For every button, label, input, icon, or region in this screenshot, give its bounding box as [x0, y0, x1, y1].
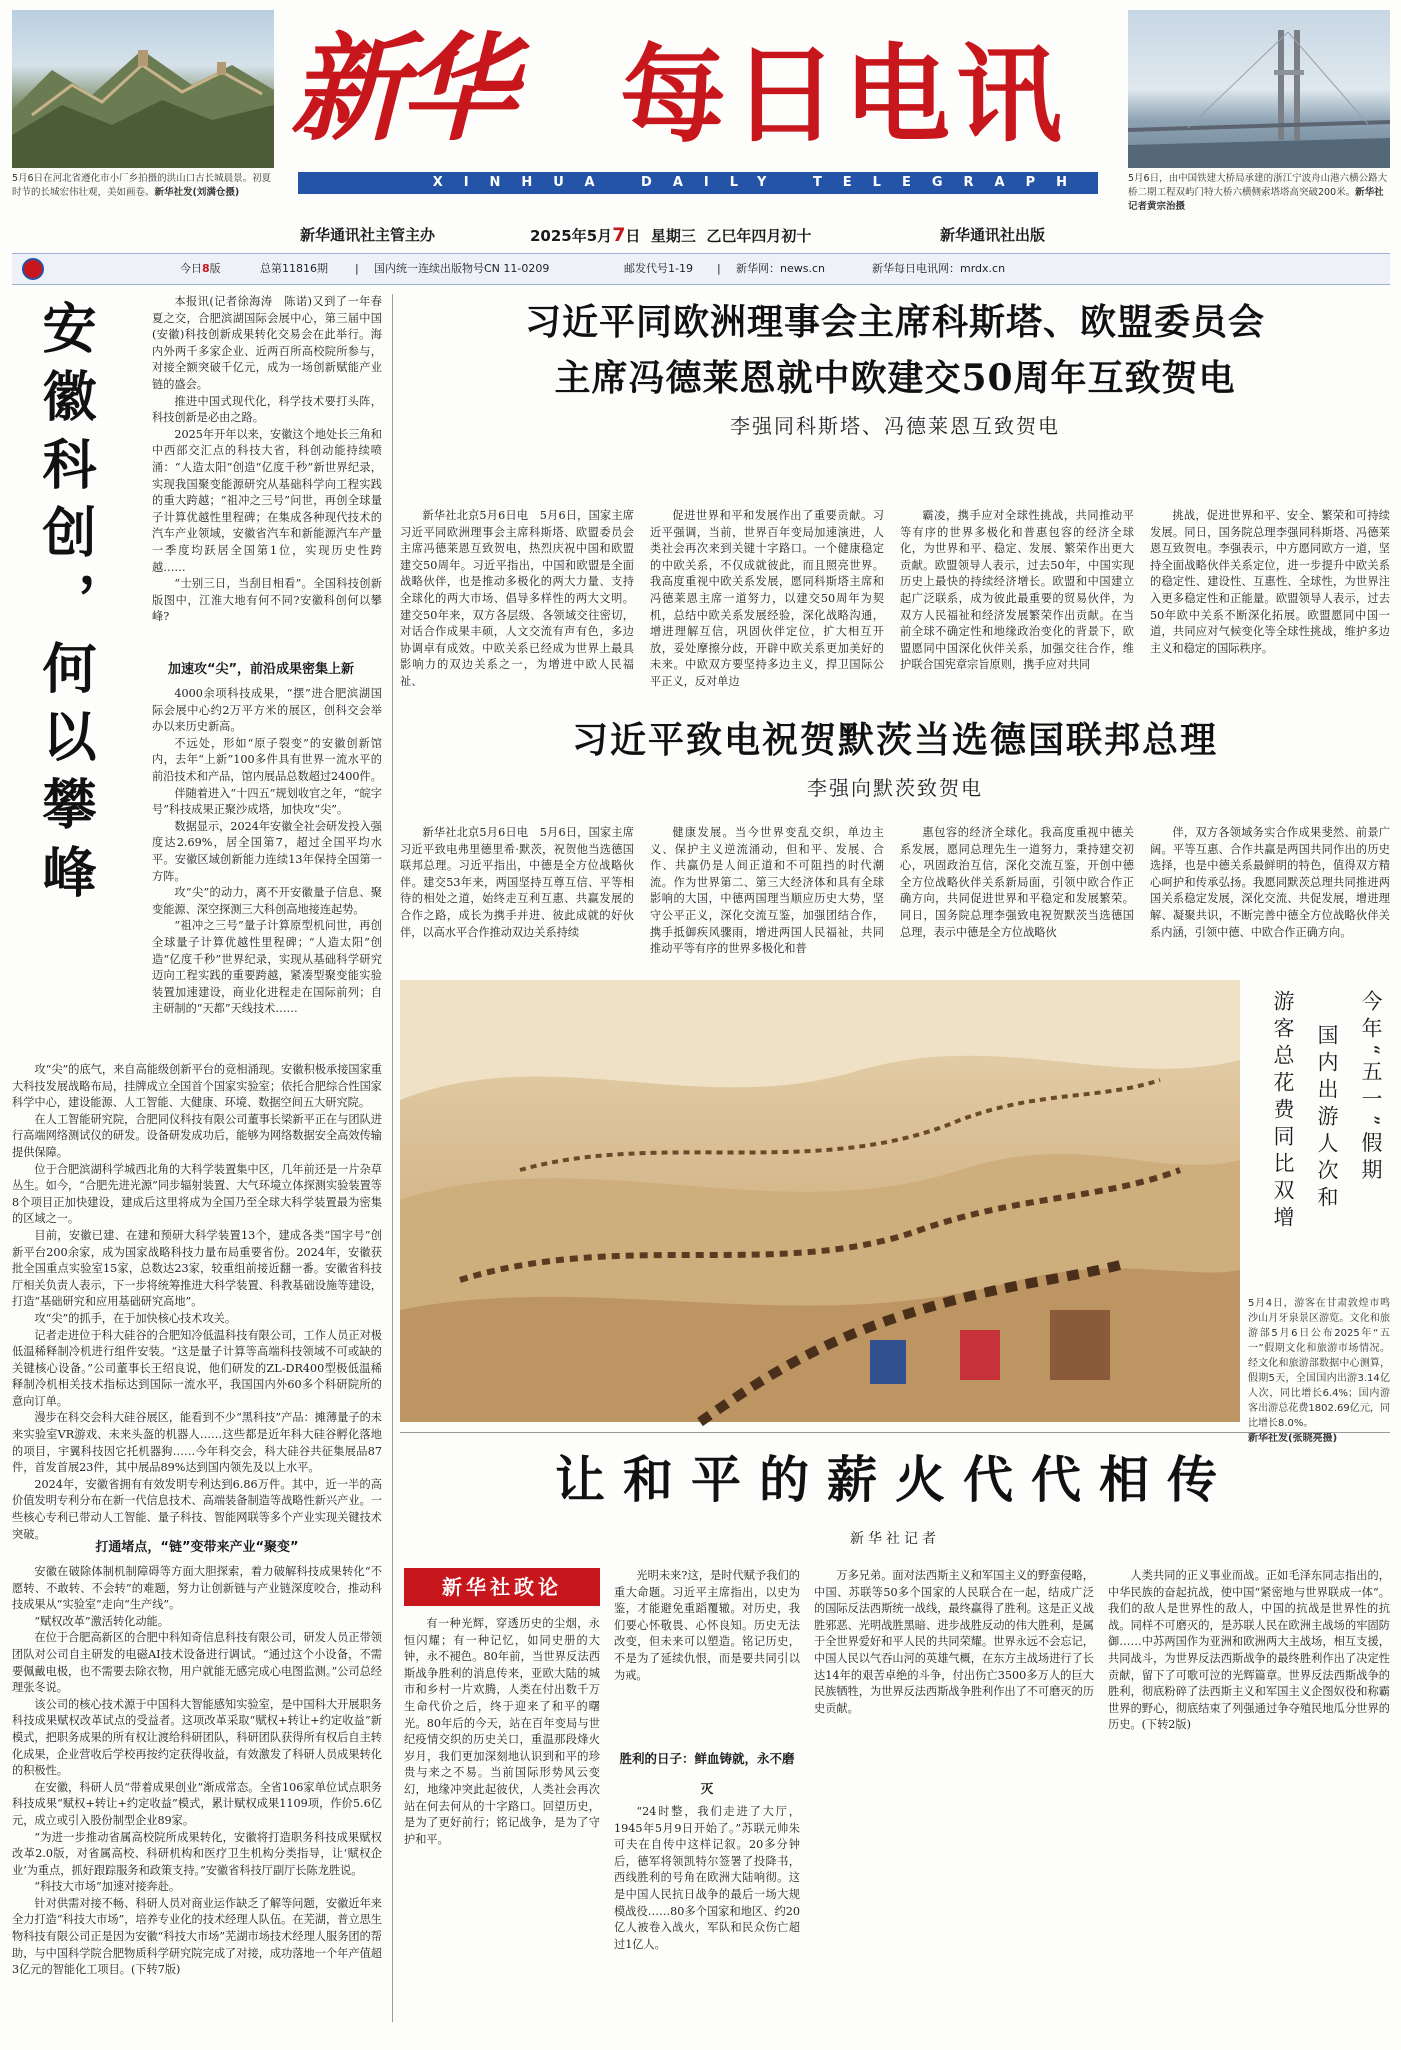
commentary-col-1: 有一种光辉，穿透历史的尘烟，永恒闪耀；有一种记忆，如同史册的大钟，永不褪色。80年前，当世界反法西斯战争胜利的消息传来，亚欧大陆的城市和乡村一片欢腾，人类在付出数千万生命代价之后，终于迎来了和平的曙光。80年后的今天，站在百年变局与世纪疫情交织的历史关口，重温那段烽火岁月，我们更加深刻地认识到和平的珍贵与来之不易。当前国际形势风云变幻，地缘冲突此起彼伏，人类社会再次站在何去何从的十字路口。回望历史，是为了更好前行；铭记战争，是为了守护和平。 — [404, 1617, 600, 1846]
anhui-subhead-1: 加速攻“尖”，前沿成果密集上新 — [167, 662, 355, 677]
second-headline: 习近平致电祝贺默茨当选德国联邦总理 — [571, 719, 1218, 761]
info-bar — [12, 253, 1390, 285]
anhui-article-top: 本报讯(记者徐海涛 陈诺)又到了一年春夏之交，合肥滨湖国际会展中心，第三届中国(安徽)科技创新成果转化交易会在此举行。海内外两千多家企业、近两百所高校院所参与，对接全额突破千亿元，成为一场创新赋能产业链的盛会。 推进中国式现代化，科学技术要打头阵，科技创新是必由之路。 2025年开年以来，安徽这个地处长三角和中西部交汇点的科技大省，科创动能持续喷涌：“人造太阳”创造“亿度千秒”新世界纪录，实现我国聚变能源研究从基础科学向工程实践的重大跨越；“祖冲之三号”问世，再创全球量子计算优越性里程碑；在集成各种现代技术的汽车产业领域，安徽省汽车和新能源汽车产量一季度均跃居全国第1位，实现历史性跨越…… “士别三日，当刮目相看”。全国科技创新版图中，江淮大地有何不同?安徽科创何以攀峰? — [152, 295, 382, 624]
photo-feature-title-a: 今年“五一”假期 — [1359, 990, 1383, 1186]
commentary-headline: 让和平的薪火代代相传 — [555, 1450, 1235, 1509]
info-postal-code: 邮发代号1-19 — [624, 262, 693, 275]
section-divider — [400, 1432, 1390, 1433]
photo-feature-title-c: 游客总花费同比双增 — [1271, 990, 1295, 1233]
commentary-col-2: 光明未来?这，是时代赋予我们的重大命题。习近平主席指出，以史为鉴，才能避免重蹈覆辙。对历史，我们要心怀敬畏、心怀良知。历史无法改变，但未来可以塑造。铭记历史，不是为了延续仇恨，而是要共同引以为戒。 胜利的日子：鲜血铸就，永不磨灭 “24时整，我们走进了大厅，1945年5月9日开始了。”苏联元帅朱可夫在自传中这样记叙。20多分钟后，德军将领凯特尔签署了投降书，西线胜利的号角在欧洲大陆响彻。这是中国人民抗日战争的最后一场大规模战役……80多个国家和地区、约20亿人被卷入战火，军队和民众伤亡超过1亿人。 — [614, 1569, 800, 1951]
anhui-article-mid: 4000余项科技成果，“摆”进合肥滨湖国际会展中心约2万平方米的展区，创科交会举办以来历史新高。 不远处，形如“原子裂变”的安徽创新馆内，去年“上新”100多件具有世界一流水平的前沿技术和产品，馆内展品总数超过2400件。 伴随着进入“十四五”规划收官之年，“皖字号”科技成果正聚沙成塔，加快攻“尖”。 数据显示，2024年安徽全社会研发投入强度达2.69%，居全国第7，超过全国平均水平。安徽区域创新能力连续13年保持全国第一方阵。 攻“尖”的动力，离不开安徽量子信息、聚变能源、深空探测三大科创高地接连起势。 “祖冲之三号”量子计算原型机问世，再创全球量子计算优越性里程碑；“人造太阳”创造“亿度千秒”世界纪录，实现从基础科学研究迈向工程实践的重要跨越，紧凑型聚变能实验装置加速建设，商业化进程走在国际前列；自主研制的“天都”天线技术…… — [152, 687, 382, 1016]
lead-col-2: 促进世界和平和发展作出了重要贡献。习近平强调，当前，世界百年变局加速演进，人类社会再次来到关键十字路口。一个健康稳定的中欧关系，不仅成就彼此，而且照亮世界。我高度重视中欧关系发展，愿同科斯塔主席和冯德莱恩主席一道努力，以建交50周年为契机，总结中欧关系发展经验，深化战略沟通，增进理解互信，巩固伙伴定位，扩大相互开放，妥处摩擦分歧，开辟中欧关系更加美好的未来。中欧双方要坚持多边主义，捍卫国际公平正义，反对单边 — [650, 509, 884, 688]
masthead-pinyin-bar — [298, 172, 1098, 194]
column-divider — [392, 294, 393, 2022]
xinhua-emblem-icon — [22, 258, 44, 280]
masthead-photo-left — [12, 10, 274, 168]
second-col-3: 惠包容的经济全球化。我高度重视中德关系发展，愿同总理先生一道努力，秉持建交初心，巩固政治互信，深化交流互鉴，开创中德全方位战略伙伴关系新局面，引领中欧合作正确方向，共同促进世界和平稳定和发展繁荣。同日，国务院总理李强致电祝贺默茨当选德国总理，表示中德是全方位战略伙 — [900, 826, 1134, 939]
info-website[interactable]: 新华网：news.cn — [736, 262, 825, 275]
anhui-headline: 安徽科创，何以攀峰 — [34, 300, 98, 912]
masthead-photo-right-caption: 5月6日，由中国铁建大桥局承建的浙江宁波舟山港六横公路大桥二期工程双屿门特大桥六横侧索塔塔高突破200米。新华社记者黄宗治摄 — [1128, 173, 1388, 212]
info-issue: 总第11816期 — [260, 262, 328, 275]
great-wall-image — [12, 10, 274, 168]
photo-feature-credit: 新华社发(张晓亮摄) — [1248, 1433, 1338, 1444]
lead-col-4: 挑战，促进世界和平、安全、繁荣和可持续发展。同日，国务院总理李强同科斯塔、冯德莱恩互致贺电。李强表示，中方愿同欧方一道，坚持全面战略伙伴关系定位，进一步提升中欧关系的稳定性、建设性、互惠性、全球性，为世界注入更多稳定性和正能量。欧盟领导人表示，过去50年欧中关系不断深化拓展。欧盟愿同中国一道，共同应对气候变化等全球性挑战，维护多边主义和稳定的国际秩序。 — [1150, 509, 1390, 655]
bridge-tower-image — [1128, 10, 1390, 168]
masthead-sponsor: 新华通讯社主管主办 — [300, 226, 436, 244]
second-story — [400, 712, 1390, 812]
info-today: 今日8版 — [180, 262, 221, 275]
masthead-publisher: 新华通讯社出版 — [940, 226, 1046, 244]
second-col-4: 伴，双方各领域务实合作成果斐然、前景广阔。平等互惠、合作共赢是两国共同作出的历史选择，也是中德关系最鲜明的特色，值得双方精心呵护和传承弘扬。我愿同默茨总理共同推进两国关系稳定发展，深化交流、共促发展，增进理解、凝聚共识，不断完善中德全方位战略伙伴关系内涵，引领中德、中欧合作正确方向。 — [1150, 826, 1390, 939]
commentary-subhead: 胜利的日子：鲜血铸就，永不磨灭 — [619, 1751, 795, 1796]
photo-feature-title-b: 国内出游人次和 — [1315, 1024, 1339, 1213]
masthead-photo-left-caption: 5月6日在河北省遵化市小厂乡拍摄的洪山口古长城晨景。初夏时节的长城宏伟壮观，美如画卷。新华社发(刘满仓摄) — [12, 173, 272, 198]
lead-col-1: 新华社北京5月6日电 5月6日，国家主席习近平同欧洲理事会主席科斯塔、欧盟委员会主席冯德莱恩互致贺电，热烈庆祝中国和欧盟建交50周年。习近平指出，中国和欧盟是全面战略伙伴，也是推动多极化的两大力量、支持全球化的两大市场、倡导多样性的两大文明。建交50年来，双方各层级、各领域交往密切，对话合作成果丰硕，人文交流有声有色，多边协调卓有成效。中欧关系已经成为世界上最具影响力的双边关系之一，为增进中欧人民福祉、 — [400, 509, 634, 688]
anhui-article-bottom: 安徽在破除体制机制障碍等方面大胆探索，着力破解科技成果转化“不愿转、不敢转、不会转”的难题，努力让创新链与产业链深度咬合，推动科技成果从“实验室”走向“生产线”。 “赋权改革”激活转化动能。 在位于合肥高新区的合肥中科知奇信息科技有限公司，研发人员正带领团队对公司自主研发的电磁AI技术设备进行调试。“通过这个小设备，不需要佩戴电极，也不需要去除衣物，用户就能无感完成心电图监测。”公司总经理张冬说。 该公司的核心技术源于中国科大智能感知实验室，是中国科大开展职务科技成果赋权改革试点的受益者。这项改革采取“赋权+转让+约定收益”新模式，把职务成果的所有权让渡给科研团队，科研团队获得所有权后自主转化成果，企业营收后学校再按约定获得收益，有效激发了科研人员成果转化的积极性。 在安徽，科研人员“带着成果创业”渐成常态。全省106家单位试点职务科技成果“赋权+转让+约定收益”模式，累计赋权成果1109项，作价5.6亿元，成立或引入股份制型企业89家。 “为进一步推动省属高校院所成果转化，安徽将打造职务科技成果赋权改革2.0版，对省属高校、科研机构和医疗卫生机构分类指导，让‘赋权企业’为重点，抓好跟踪服务和政策支持。”安徽省科技厅副厅长陈龙胜说。 “科技大市场”加速对接奔赴。 针对供需对接不畅、科研人员对商业运作缺乏了解等问题，安徽近年来全力打造“科技大市场”，培养专业化的技术经理人队伍。在芜湖，普立思生物科技有限公司正是因为安徽“科技大市场”芜湖市场技术经理人服务团的帮助，与中国科学院合肥物质科学研究院完成了对接，成功落地一个年产值超3亿元的智能化工项目。(下转7版) — [12, 1565, 382, 1977]
masthead-photo-right — [1128, 10, 1390, 168]
desert-camel-photo — [400, 980, 1240, 1422]
info-mobile-site[interactable]: 新华每日电讯网：mrdx.cn — [872, 262, 1006, 275]
lead-headline-line2: 主席冯德莱恩就中欧建交50周年互致贺电 — [554, 357, 1236, 399]
second-col-1: 新华社北京5月6日电 5月6日，国家主席习近平致电弗里德里希·默茨，祝贺他当选德国联邦总理。习近平指出，中德是全方位战略伙伴。建交53年来，两国坚持互尊互信、平等相待的相处之道，始终走互利互惠、共赢发展的合作之路，成长为携手并进、彼此成就的好伙伴，以高水平合作推动双边关系持续 — [400, 826, 634, 939]
masthead-title: 每日电讯 — [620, 34, 1068, 157]
photo-feature-caption: 5月4日，游客在甘肃敦煌市鸣沙山月牙泉景区游览。文化和旅游部5月6日公布2025年“五一”假期文化和旅游市场情况。经文化和旅游部数据中心测算，假期5天，全国国内出游3.14亿人次，同比增长6.4%；国内游客出游总花费1802.69亿元，同比增长8.0%。 新华社发(张晓亮摄) — [1248, 1298, 1390, 1444]
commentary-col-4: 人类共同的正义事业而战。正如毛泽东同志指出的，中华民族的奋起抗战，使中国“紧密地与世界联成一体”。我们的敌人是世界性的敌人，中国的抗战是世界性的抗战。同样不可磨灭的，是苏联人民在欧洲主战场的牢固防御……中苏两国作为亚洲和欧洲两大主战场，相互支援，共同战斗，为世界反法西斯战争的最终胜利作出了决定性贡献，留下了可歌可泣的光辉篇章。世界反法西斯战争的胜利，彻底粉碎了法西斯主义和军国主义企图奴役和称霸世界的野心，彻底结束了列强通过争夺殖民地瓜分世界的历史。(下转2版) — [1108, 1569, 1390, 1732]
info-divider: | — [355, 262, 359, 275]
camel-caravan-image — [400, 980, 1240, 1422]
info-cn-number: 国内统一连续出版物号CN 11-0209 — [374, 262, 550, 275]
masthead-date: 2025年5月7日 星期三 乙巳年四月初十 — [530, 224, 812, 246]
masthead-calligraphy: 新华 — [290, 21, 510, 157]
lead-subhead: 李强同科斯塔、冯德莱恩互致贺电 — [730, 414, 1060, 438]
info-divider: | — [717, 262, 721, 275]
masthead-logo — [290, 14, 1110, 202]
commentary-byline: 新华社记者 — [850, 1531, 940, 1547]
second-col-2: 健康发展。当今世界变乱交织，单边主义、保护主义逆流涌动，但和平、发展、合作、共赢仍是人间正道和不可阻挡的时代潮流。作为世界第二、第三大经济体和具有全球影响的大国，中德两国理当顺应历史大势，坚守公平正义，深化交流互鉴，加强团结合作，携手抵御疾风骤雨，增进两国人民福祉，共同推动平等有序的世界多极化和普 — [650, 826, 884, 956]
photo-feature-title — [1248, 990, 1388, 1290]
masthead-pinyin: XINHUA DAILY TELEGRAPH — [432, 175, 1088, 190]
commentary-badge: 新华社政论 — [404, 1568, 600, 1606]
lead-col-3: 霸凌，携手应对全球性挑战，共同推动平等有序的世界多极化和普惠包容的经济全球化，为世界和平、稳定、发展、繁荣作出更大贡献。欧盟领导人表示，过去50年，中国实现历史上最快的持续经济增长。欧盟和中国建立起广泛联系，成为彼此最重要的贸易伙伴，为双方人民福祉和经济发展繁荣作出贡献。在当前全球不确定性和地缘政治变化的背景下，欧盟愿同中国深化伙伴关系，加强交往合作，维护联合国宪章宗旨原则，携手应对共同 — [900, 509, 1134, 672]
masthead-dateline — [300, 222, 1110, 248]
second-subhead: 李强向默茨致贺电 — [807, 776, 983, 800]
lead-headline-line1: 习近平同欧洲理事会主席科斯塔、欧盟委员会 — [524, 301, 1265, 343]
anhui-headline-box — [22, 300, 112, 970]
anhui-lead: 本报讯(记者徐海涛 陈诺)又到了一年春夏之交，合肥滨湖国际会展中心，第三届中国(安徽)科技创新成果转化交易会在此举行。海内外两千多家企业、近两百所高校院所参与，对接全额突破千亿元，成为一场创新赋能产业链的盛会。 — [152, 295, 382, 391]
anhui-article-lower: 攻“尖”的底气，来自高能级创新平台的竞相涌现。安徽积极承接国家重大科技发展战略布局，挂牌成立全国首个国家实验室；依托合肥综合性国家科学中心，建设能源、人工智能、大健康、环境、数据空间五大研究院。 在人工智能研究院，合肥同仪科技有限公司董事长梁新平正在与团队进行高端网络测试仪的研发。设备研发成功后，能够为网络数据安全高效传输提供保障。 位于合肥滨湖科学城西北角的大科学装置集中区，几年前还是一片杂草丛生。如今，“合肥先进光源”同步辐射装置、大气环境立体探测实验装置等8个项目正加快建设，建成后这里将成为全国乃至全球大科学装置最为密集的区域之一。 目前，安徽已建、在建和预研大科学装置13个，建成各类“国字号”创新平台200余家，成为国家战略科技力量布局重要省份。2024年，安徽获批全国重点实验室15家，总数达23家，较重组前接近翻一番。安徽省科技厅相关负责人表示，下一步将统筹推进大科学装置、科教基础设施等建设，打造“基础研究和应用基础研究高地”。 攻“尖”的抓手，在于加快核心技术攻关。 记者走进位于科大硅谷的合肥知冷低温科技有限公司，工作人员正对极低温稀释制冷机进行组件安装。“这是量子计算等高端科技领域不可或缺的关键核心设备。”公司董事长王绍良说，他们研发的ZL-DR400型极低温稀释制冷机相关技术指标达到国际一流水平，我国国内外60多个科研院所的意向订单。 漫步在科交会科大硅谷展区，能看到不少“黑科技”产品：摊薄量子的未来实验室VR游戏、未来头盔的机器人……这些都是近年科大硅谷孵化落地的项目，宇翼科技因它托机器狗……今年科交会，科大硅谷共征集展品87件，首发首展23件，其中展品89%达到国内领先及以上水平。 2024年，安徽省拥有有效发明专利达到6.86万件。其中，近一半的高价值发明专利分布在新一代信息技术、高端装备制造等战略性新兴产业。一些核心专利已带动人工智能、量子科技、智能网联等多个产业实现关键技术突破。 — [12, 1063, 382, 1541]
commentary-col-3: 万多兄弟。面对法西斯主义和军国主义的野蛮侵略，中国、苏联等50多个国家的人民联合在一起，结成广泛的国际反法西斯统一战线，最终赢得了胜利。这是正义战胜邪恶、光明战胜黑暗、进步战胜反动的伟大胜利，是属于全世界爱好和平人民的共同荣耀。世界永远不会忘记，中国人民以气吞山河的英雄气概，在东方主战场进行了长达14年的艰苦卓绝的斗争，付出伤亡3500多万人的巨大民族牺牲，为世界反法西斯战争胜利作出了不可磨灭的历史贡献。 — [814, 1569, 1094, 1715]
anhui-subhead-2: 打通堵点，“链”变带来产业“聚变” — [95, 1540, 299, 1555]
masthead — [0, 0, 1401, 250]
